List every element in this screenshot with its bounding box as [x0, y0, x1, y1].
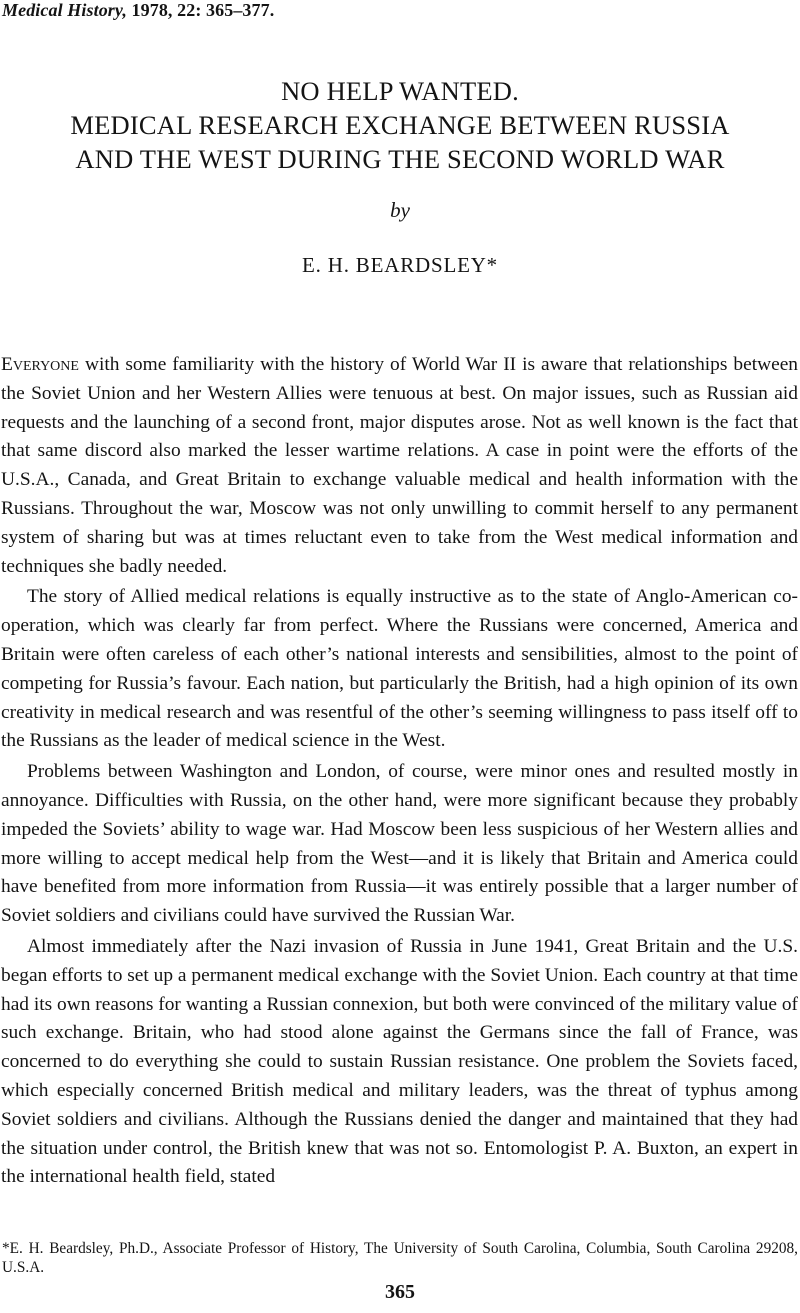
author-footnote: *E. H. Beardsley, Ph.D., Associate Professor of History, The University of South Carolina, Columbia, South Carolina 29208, U.S.A. — [2, 1240, 798, 1276]
article-title — [0, 74, 800, 176]
page-number: 365 — [385, 1281, 415, 1303]
byline: by — [390, 198, 410, 222]
paragraph-1-text: with some familiarity with the history of World War II is aware that relationships between the Soviet Union and her Western Allies were tenuous at best. On major issues, such as Russian aid requests and the launching of a second front, major disputes arose. Not as well known is the fact that that same discord also marked the lesser wartime relations. A case in point were the efforts of the U.S.A., Canada, and Great Britain to exchange valuable medical and health information with the Russians. Throughout the war, Moscow was not only unwilling to commit herself to any permanent system of sharing but was at times reluctant even to take from the West medical information and techniques she badly needed. — [1, 354, 798, 577]
running-head — [2, 0, 274, 21]
title-line-3: AND THE WEST DURING THE SECOND WORLD WAR — [75, 144, 725, 174]
author-name: E. H. BEARDSLEY* — [302, 253, 498, 277]
journal-citation: 1978, 22: 365–377. — [131, 0, 275, 20]
article-body — [1, 351, 798, 1194]
paragraph-4: Almost immediately after the Nazi invasion of Russia in June 1941, Great Britain and the U.S. began efforts to set up a permanent medical exchange with the Soviet Union. Each country at that time had its own reasons for wanting a Russian connexion, but both were convinced of the military value of such exchange. Britain, who had stood alone against the Germans since the fall of France, was concerned to do everything she could to sustain Russian resistance. One problem the Soviets faced, which especially concerned British medical and military leaders, was the threat of typhus among Soviet soldiers and civilians. Although the Russians denied the danger and maintained that they had the situation under control, the British knew that was not so. Entomologist P. A. Buxton, an expert in the international health field, stated — [1, 935, 798, 1188]
paragraph-1-lead: Everyone — [1, 354, 79, 375]
journal-name: Medical History, — [2, 0, 127, 20]
title-line-2: MEDICAL RESEARCH EXCHANGE BETWEEN RUSSIA — [70, 110, 730, 140]
title-line-1: NO HELP WANTED. — [281, 76, 519, 106]
paragraph-3: Problems between Washington and London, of course, were minor ones and resulted mostly in annoyance. Difficulties with Russia, on the other hand, were more significant because they probably impeded the Soviets’ ability to wage war. Had Moscow been less suspicious of her Western allies and more willing to accept medical help from the West—and it is likely that Britain and America could have benefited from more information from Russia—it was entirely possible that a larger number of Soviet soldiers and civilians could have survived the Russian War. — [1, 761, 798, 927]
paragraph-2: The story of Allied medical relations is equally instructive as to the state of Anglo-American co-operation, which was clearly far from perfect. Where the Russians were concerned, America and Britain were often careless of each other’s national interests and sensibilities, almost to the point of competing for Russia’s favour. Each nation, but particularly the British, had a high opinion of its own creativity in medical research and was resentful of the other’s seeming willingness to pass itself off to the Russians as the leader of medical science in the West. — [1, 586, 798, 752]
paragraph-1 — [1, 351, 798, 581]
